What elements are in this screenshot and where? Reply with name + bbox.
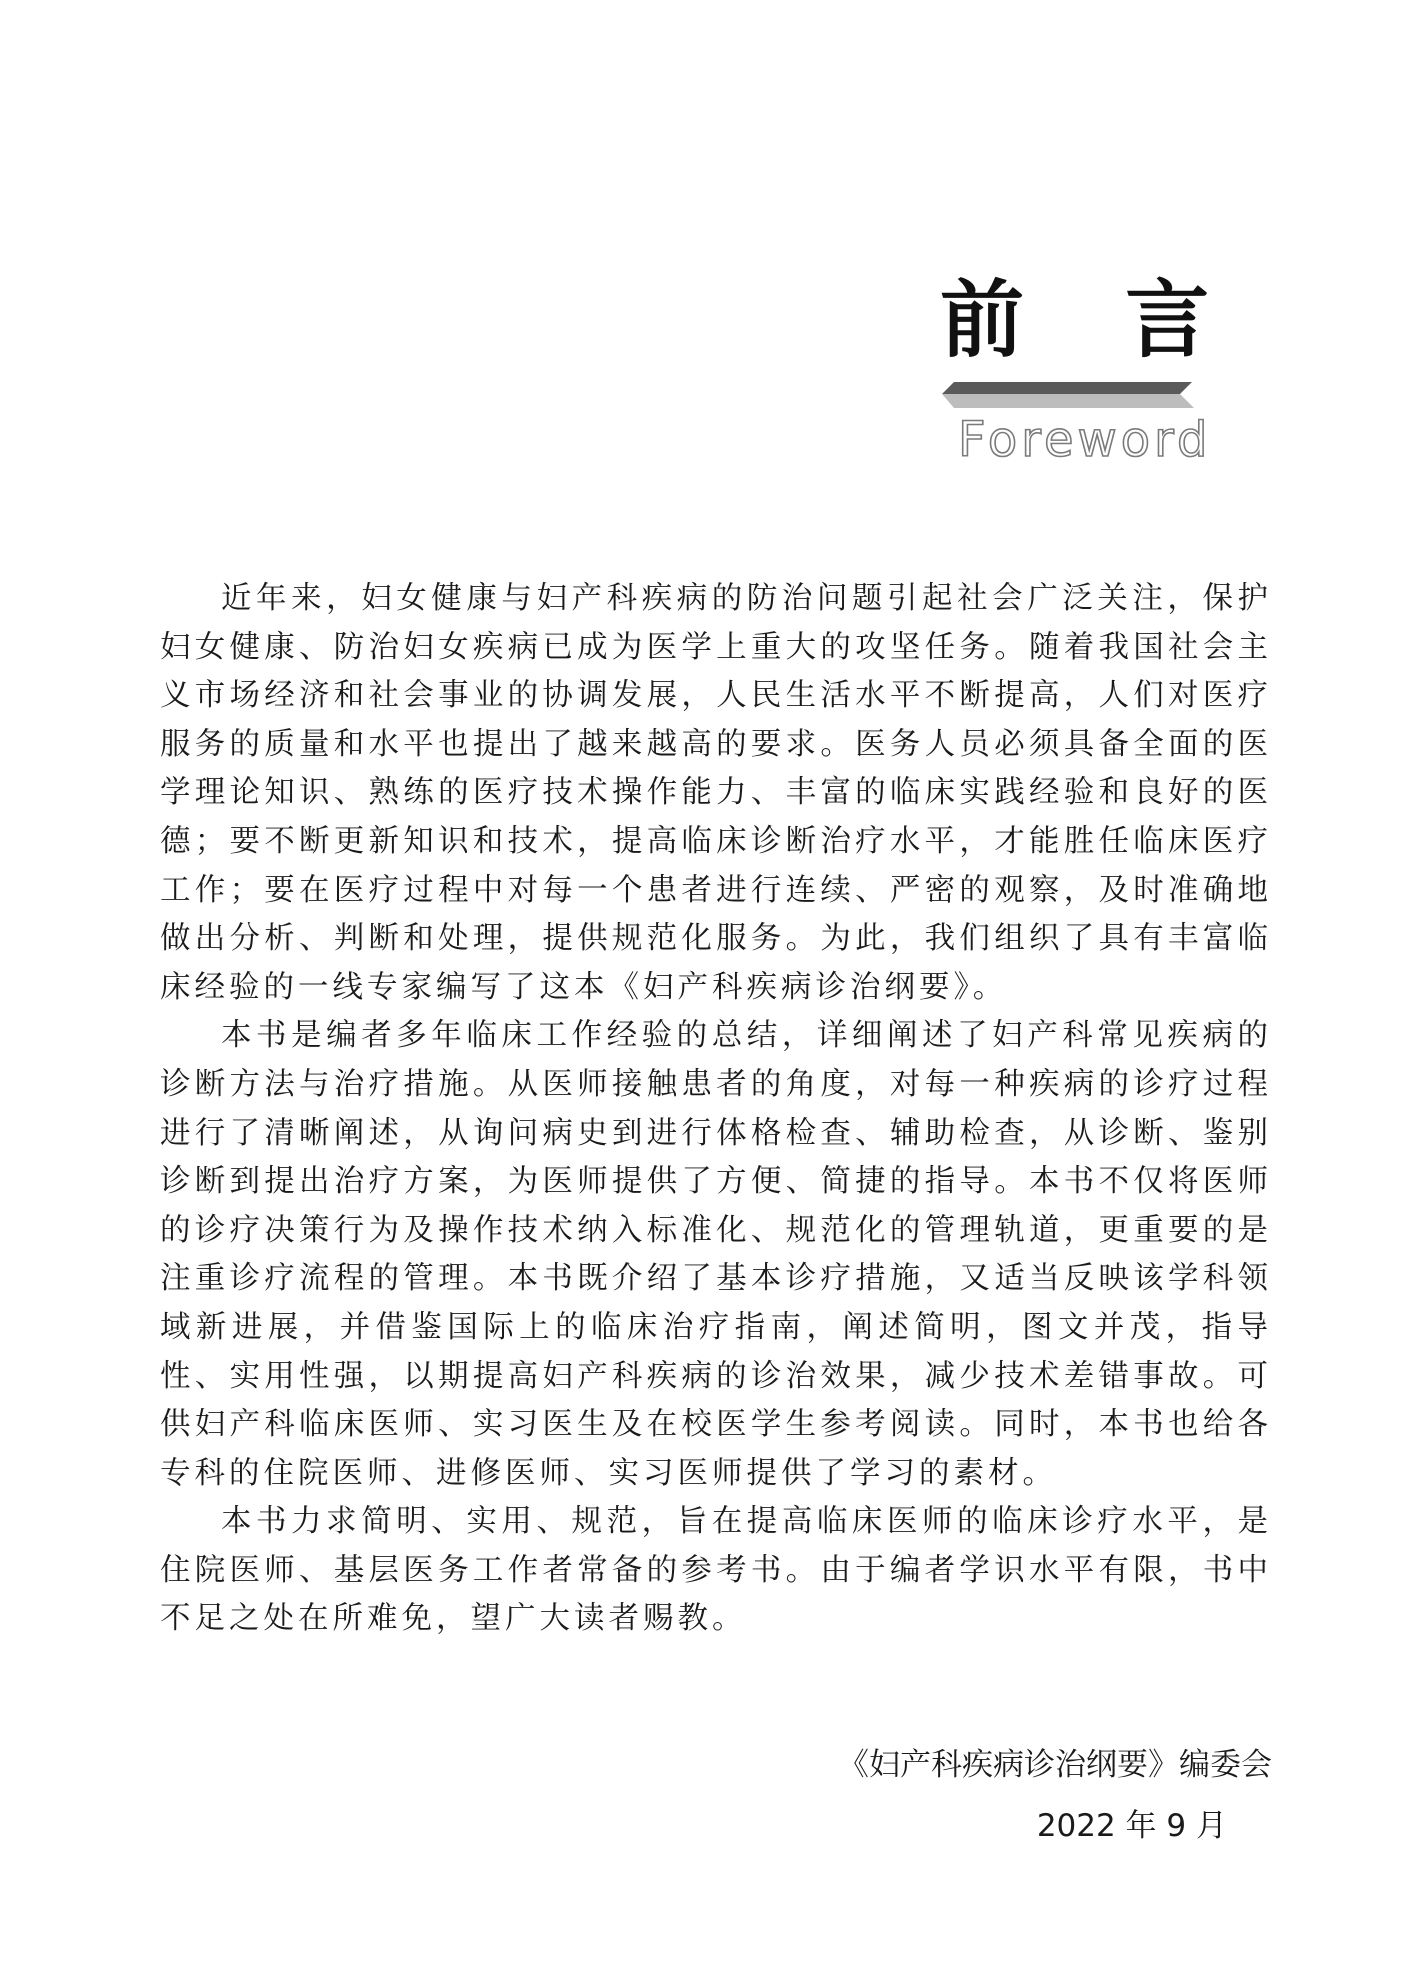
paragraph: 本书力求简明、实用、规范，旨在提高临床医师的临床诊疗水平，是住院医师、基层医务工作者常备的参考书。由于编者学识水平有限，书中不足之处在所难免，望广大读者赐教。 bbox=[160, 1504, 1272, 1637]
page-title: 前 言 bbox=[940, 271, 1246, 369]
paragraph: 本书是编者多年临床工作经验的总结，详细阐述了妇产科常见疾病的诊断方法与治疗措施。从医师接触患者的角度，对每一种疾病的诊疗过程进行了清晰阐述，从询问病史到进行体格检查、辅助检查，从诊断、鉴别诊断到提出治疗方案，为医师提供了方便、简捷的指导。本书不仅将医师的诊疗决策行为及操作技术纳入标准化、规范化的管理轨道，更重要的是注重诊疗流程的管理。本书既介绍了基本诊疗措施，又适当反映该学科领域新进展，并借鉴国际上的临床治疗指南，阐述简明，图文并茂，指导性、实用性强，以期提高妇产科疾病的诊治效果，减少技术差错事故。可供妇产科临床医师、实习医生及在校医学生参考阅读。同时，本书也给各专科的住院医师、进修医师、实习医师提供了学习的素材。 bbox=[160, 1018, 1272, 1491]
title-decorative-bar bbox=[940, 380, 1196, 410]
preface-body bbox=[160, 575, 1272, 1644]
paragraph: 近年来，妇女健康与妇产科疾病的防治问题引起社会广泛关注，保护妇女健康、防治妇女疾病已成为医学上重大的攻坚任务。随着我国社会主义市场经济和社会事业的协调发展，人民生活水平不断提高，人们对医疗服务的质量和水平也提出了越来越高的要求。医务人员必须具备全面的医学理论知识、熟练的医疗技术操作能力、丰富的临床实践经验和良好的医德；要不断更新知识和技术，提高临床诊断治疗水平，才能胜任临床医疗工作；要在医疗过程中对每一个患者进行连续、严密的观察，及时准确地做出分析、判断和处理，提供规范化服务。为此，我们组织了具有丰富临床经验的一线专家编写了这本《妇产科疾病诊治纲要》。 bbox=[160, 581, 1272, 1005]
preface-heading bbox=[940, 270, 1246, 468]
signature-date: 2022 年 9 月 bbox=[1036, 1808, 1227, 1844]
signature-organization: 《妇产科疾病诊治纲要》编委会 bbox=[838, 1747, 1272, 1783]
page-subtitle-english: Foreword bbox=[958, 412, 1212, 468]
